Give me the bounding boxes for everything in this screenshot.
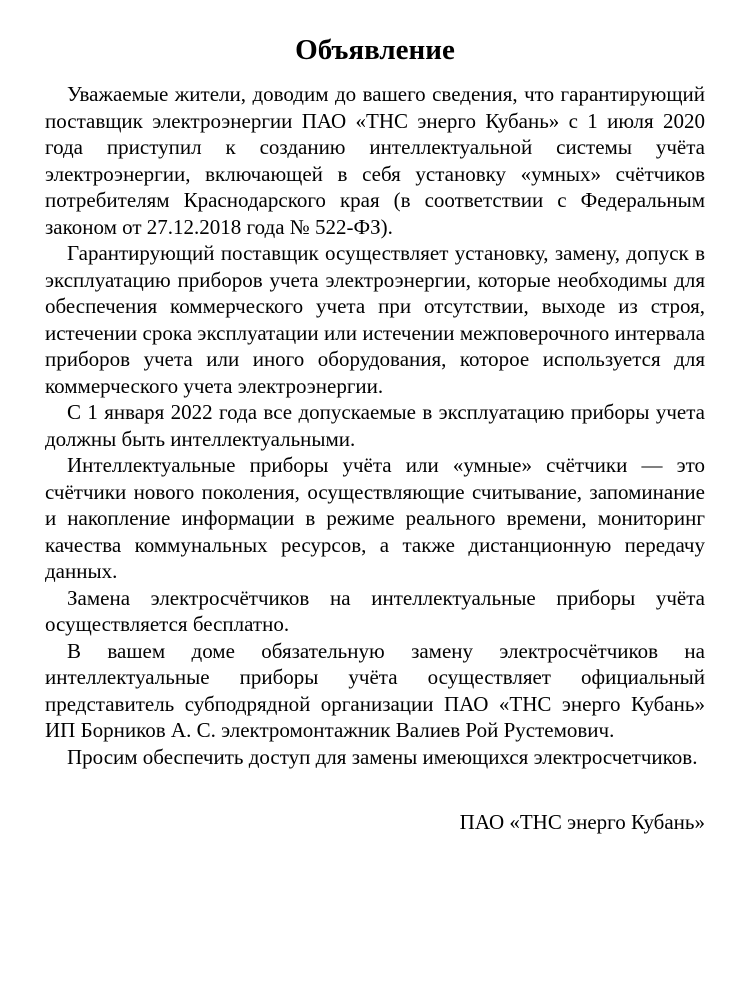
signature: ПАО «ТНС энерго Кубань» [459,810,705,834]
paragraph-access-request: Просим обеспечить доступ для замены имеющихся электросчетчиков. [67,744,698,769]
paragraph-intro: Уважаемые жители, доводим до вашего сведения, что гарантирующий поставщик электроэнергии ПАО «ТНС энерго Кубань» с 1 июля 2020 года приступил к созданию интеллектуальной системы учёта электроэнергии, включающей в себя установку «умных» счётчиков потребителям Краснодарского края (в соответствии с Федеральным законом от 27.12.2018 года № 522-ФЗ). [45,82,705,239]
paragraph-2022-requirement: С 1 января 2022 года все допускаемые в эксплуатацию приборы учета должны быть интеллектуальными. [45,400,705,451]
paragraph-supplier-duties: Гарантирующий поставщик осуществляет установку, замену, допуск в эксплуатацию приборов учета электроэнергии, которые необходимы для обеспечения коммерческого учета при отсутствии, выходе из строя, истечении срока эксплуатации или истечении межповерочного интервала приборов учета или иного оборудования, которое используется для коммерческого учета электроэнергии. [45,241,705,398]
paragraph-contractor: В вашем доме обязательную замену электросчётчиков на интеллектуальные приборы учёта осуществляет официальный представитель субподрядной организации ПАО «ТНС энерго Кубань» ИП Борников А. С. электромонтажник Валиев Рой Рустемович. [45,638,705,742]
announcement-page [45,30,705,836]
page-title: Объявление [295,34,455,66]
announcement-body [45,81,705,770]
paragraph-free-replacement: Замена электросчётчиков на интеллектуальные приборы учёта осуществляется бесплатно. [45,585,705,636]
paragraph-smart-meter-definition: Интеллектуальные приборы учёта или «умные» счётчики — это счётчики нового поколения, осуществляющие считывание, запоминание и накопление информации в режиме реального времени, мониторинг качества коммунальных ресурсов, а также дистанционную передачу данных. [45,453,705,583]
